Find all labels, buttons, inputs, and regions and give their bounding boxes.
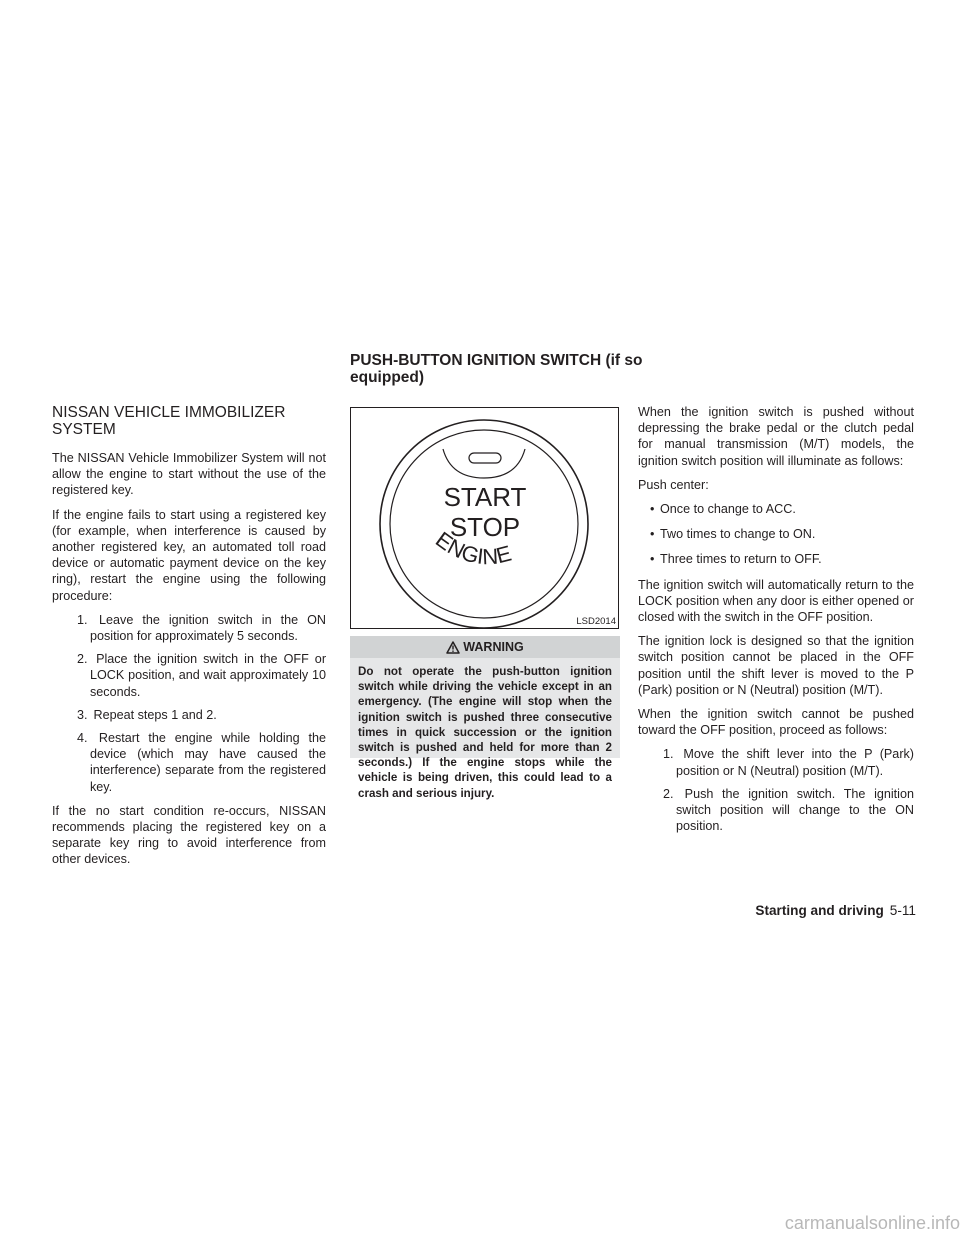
bullet-icon: • <box>650 552 655 567</box>
step-text: Repeat steps 1 and 2. <box>93 707 217 722</box>
push-center-list <box>638 501 914 568</box>
immobilizer-column <box>52 404 326 876</box>
warning-header <box>350 636 620 658</box>
engine-arc-text: ENGINE <box>431 526 514 570</box>
ignition-button-figure <box>350 407 619 629</box>
ignition-paragraph-1: When the ignition switch is pushed without depressing the brake pedal or the clutch pedal for manual transmission (M/T) models, the ignition switch position will illuminate as follows: <box>638 405 914 468</box>
step-text: Move the shift lever into the P (Park) position or N (Neutral) position (M/T). <box>676 747 914 778</box>
stop-label: STOP <box>449 512 521 542</box>
step-number: 1. <box>663 747 674 762</box>
immobilizer-paragraph-3: If the no start condition re-occurs, NISSAN recommends placing the registered key on a separate key ring to avoid interference from other devices. <box>52 803 326 867</box>
ignition-paragraph-3: The ignition switch will automatically return to the LOCK position when any door is either opened or closed with the switch in the OFF position. <box>638 577 914 625</box>
warning-triangle-icon <box>446 641 460 654</box>
step-text: Leave the ignition switch in the ON position for approximately 5 seconds. <box>90 612 326 644</box>
immobilizer-paragraph-1: The NISSAN Vehicle Immobilizer System will not allow the engine to start without the use of the registered key. <box>52 451 326 498</box>
list-item <box>52 730 326 795</box>
ignition-paragraph-4: The ignition lock is designed so that the ignition switch position cannot be placed in the OFF position until the shift lever is moved to the P (Park) position or N (Neutral) position (M/T). <box>638 634 914 697</box>
list-item <box>638 551 914 567</box>
warning-box <box>350 636 620 800</box>
step-number: 2. <box>77 652 88 667</box>
footer-section-title: Starting and driving <box>755 903 884 918</box>
warning-text: Do not operate the push-button ignition switch while driving the vehicle except in an emergency. (The engine will stop when the ignition switch is pushed three consecutive times in quick succession or the ignition switch is pushed and held for more than 2 seconds.) If the engine stops while the vehicle is being driven, this could lead to a crash and serious injury. <box>358 665 612 800</box>
list-item <box>52 707 326 723</box>
section-heading: PUSH-BUTTON IGNITION SWITCH (if so equipped) <box>350 352 643 386</box>
step-text: Restart the engine while holding the device (which may have caused the interference) separate from the registered key. <box>90 731 327 794</box>
list-item <box>638 526 914 542</box>
bullet-icon: • <box>650 527 655 542</box>
ignition-steps <box>638 746 914 834</box>
step-number: 4. <box>77 731 88 746</box>
bullet-text: Once to change to ACC. <box>660 502 796 517</box>
ignition-paragraph-2: Push center: <box>638 477 709 492</box>
bullet-icon: • <box>650 502 655 517</box>
step-number: 2. <box>663 786 674 801</box>
step-number: 3. <box>77 707 88 722</box>
ignition-column <box>638 404 914 842</box>
step-number: 1. <box>77 612 88 627</box>
list-item <box>638 786 914 835</box>
step-text: Push the ignition switch. The ignition switch position will change to the ON position. <box>676 786 914 834</box>
indicator-light <box>469 453 501 463</box>
list-item <box>52 612 326 644</box>
start-label: START <box>443 482 527 512</box>
list-item <box>638 501 914 517</box>
figure-code: LSD2014 <box>576 616 616 627</box>
immobilizer-paragraph-2: If the engine fails to start using a registered key (for example, when interference is caused by another registered key, an automated toll road device or automatic payment device on the key ring), restart the engine using the following procedure: <box>52 507 326 603</box>
step-text: Place the ignition switch in the OFF or LOCK position, and wait approximately 10 seconds. <box>90 652 327 699</box>
immobilizer-heading: NISSAN VEHICLE IMMOBILIZER SYSTEM <box>52 404 286 438</box>
warning-title: WARNING <box>463 640 524 654</box>
immobilizer-steps <box>52 612 326 795</box>
page-footer <box>700 903 916 918</box>
bullet-text: Three times to return to OFF. <box>660 552 822 567</box>
list-item <box>638 746 914 778</box>
ignition-button-illustration <box>351 408 620 630</box>
page-number: 5-11 <box>889 903 916 918</box>
ignition-paragraph-5: When the ignition switch cannot be pushed toward the OFF position, proceed as follows: <box>638 707 914 738</box>
list-item <box>52 651 326 700</box>
watermark: carmanualsonline.info <box>784 1213 960 1233</box>
bullet-text: Two times to change to ON. <box>660 527 816 542</box>
